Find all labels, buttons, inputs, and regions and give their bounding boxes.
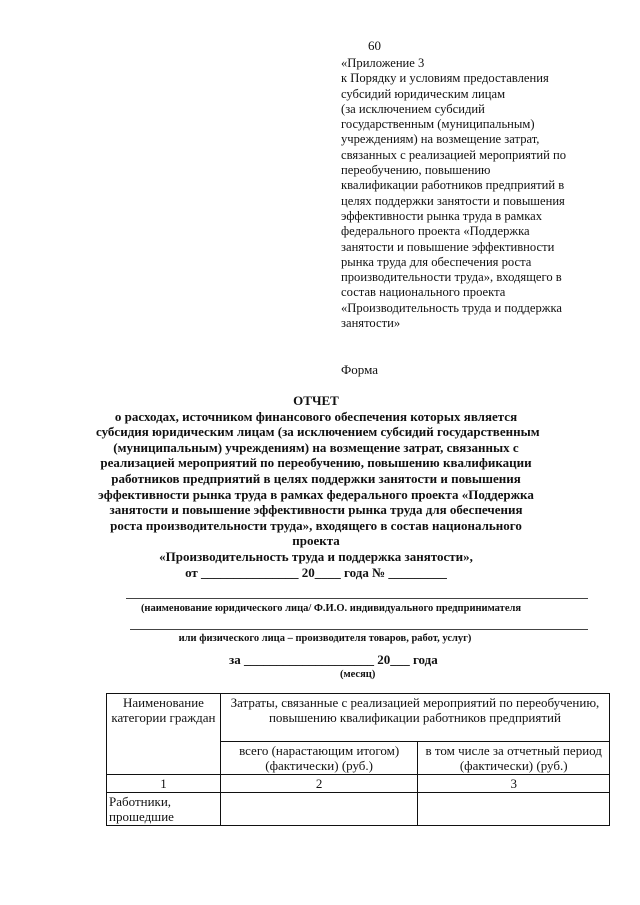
table-header-row [107,694,610,742]
appendix-line: рынка труда для обеспечения роста [341,254,532,269]
table-row [107,793,610,826]
appendix-line: занятости» [341,316,401,331]
page-number: 60 [368,38,381,53]
appendix-line: связанных с реализацией мероприятий по [341,147,567,162]
appendix-line: учреждениям) на возмещение затрат, [341,132,540,147]
column-number: 2 [220,775,418,793]
report-subtitle-line: о расходах, источником финансового обеспечения которых является [114,408,518,424]
report-subtitle-line: занятости и повышение эффективности рынка труда для обеспечения [109,502,523,518]
appendix-line: переобучению, повышению [341,163,491,178]
table-cell [220,793,418,826]
table-cell [418,793,610,826]
appendix-line: (за исключением субсидий [341,101,485,116]
report-subtitle-line: «Производительность труда и поддержка занятости», [159,548,473,564]
appendix-line: состав национального проекта [341,285,506,300]
report-subtitle-line: проекта [292,533,340,549]
month-caption: (месяц) [340,669,376,680]
column-number: 3 [418,775,610,793]
report-subtitle-line: субсидия юридическим лицам (за исключением субсидий государственным [96,424,540,440]
report-subtitle-line: эффективности рынка труда в рамках федерального проекта «Поддержка [98,486,534,502]
org-name-caption: (наименование юридического лица/ Ф.И.О. индивидуального предпринимателя [140,603,522,614]
report-table [106,693,610,826]
table-number-row [107,775,610,793]
report-subtitle-line: (муниципальным) учреждениям) на возмещение затрат, связанных с [113,439,519,455]
appendix-line: субсидий юридическим лицам [341,86,506,101]
appendix-line: федерального проекта «Поддержка [341,224,530,239]
report-subtitle-line: роста производительности труда», входящего в состав национального [110,517,522,533]
appendix-line: «Приложение 3 [341,56,425,70]
report-subtitle-line: работников предприятий в целях поддержки занятости и повышения [111,470,521,486]
header-period: в том числе за отчетный период (фактически) (руб.) [418,741,610,774]
org-name-rule [126,598,588,599]
report-subtitle-line: реализацией мероприятий по переобучению, повышению квалификации [100,455,532,471]
report-title: ОТЧЕТ [293,393,339,408]
appendix-line: государственным (муниципальным) [341,117,535,132]
header-costs: Затраты, связанные с реализацией мероприятий по переобучению, повышению квалификации работников предприятий [220,694,609,742]
appendix-line: занятости и повышение эффективности [341,239,555,254]
form-label: Форма [341,362,378,377]
row-label: Работники, прошедшие [107,793,221,826]
appendix-line: эффективности рынка труда в рамках [341,208,543,223]
producer-rule [130,629,588,630]
header-category: Наименование категории граждан [107,694,221,775]
appendix-line: квалификации работников предприятий в [341,178,565,193]
producer-caption: или физического лица – производителя товаров, работ, услуг) [178,633,472,644]
appendix-line: производительности труда», входящего в [341,270,562,285]
appendix-line: целях поддержки занятости и повышения [341,193,565,208]
report-title-block [96,393,540,580]
column-number: 1 [107,775,221,793]
appendix-line: к Порядку и условиям предоставления [341,71,549,86]
header-total: всего (нарастающим итогом) (фактически) (руб.) [220,741,418,774]
appendix-line: «Производительность труда и поддержка [341,300,563,315]
period-line: за ____________________ 20___ года [229,652,438,667]
appendix-header [341,56,621,331]
report-date-line: от _______________ 20____ года № _________ [185,564,447,580]
